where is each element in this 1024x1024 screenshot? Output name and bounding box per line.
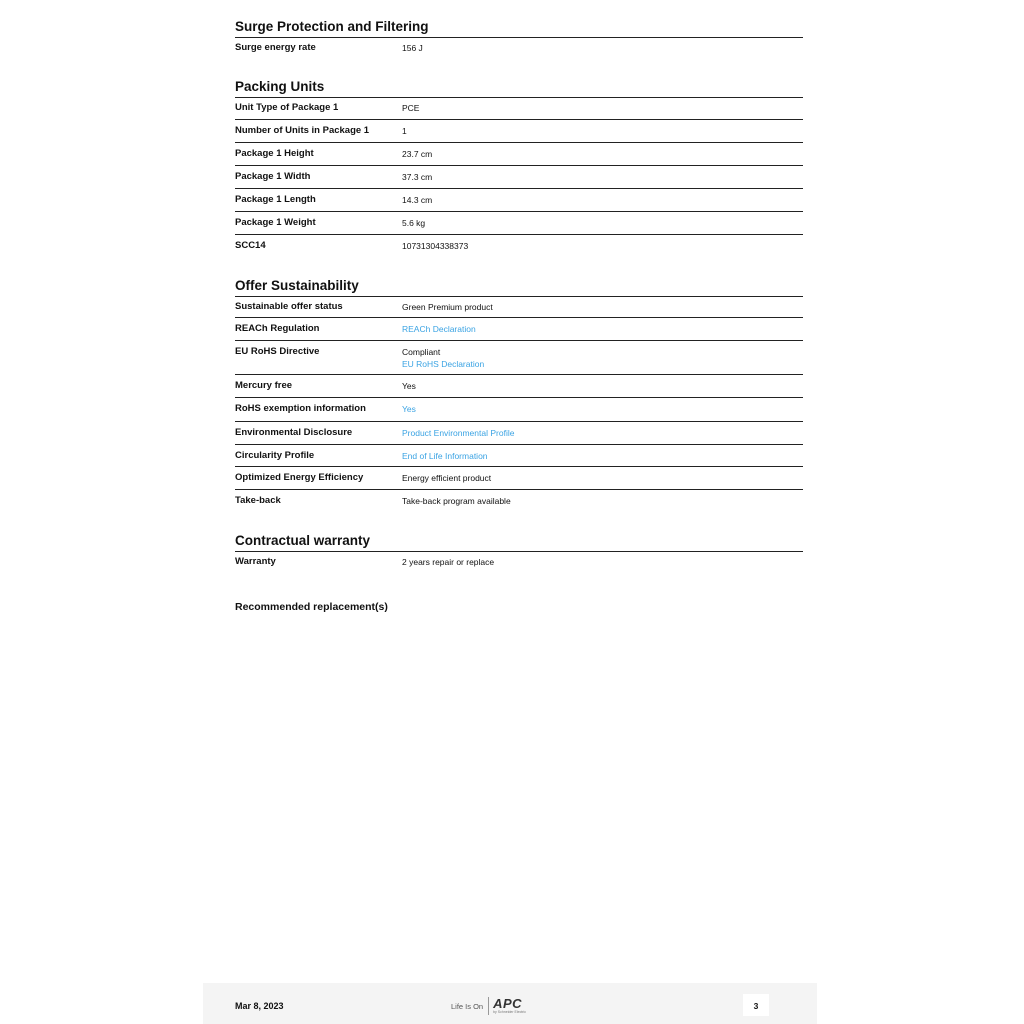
spec-row <box>235 319 803 341</box>
spec-value: Take-back program available <box>402 496 511 506</box>
spec-label: Package 1 Height <box>235 148 314 159</box>
spec-row <box>235 213 803 235</box>
apc-logo-subtitle: by Schneider Electric <box>493 1010 526 1015</box>
spec-row <box>235 446 803 467</box>
section-title-surge: Surge Protection and Filtering <box>235 19 803 38</box>
end-of-life-link[interactable]: End of Life Information <box>402 451 488 461</box>
spec-row <box>235 236 803 256</box>
spec-label: Take-back <box>235 495 281 506</box>
spec-value: 14.3 cm <box>402 195 433 205</box>
spec-label: REACh Regulation <box>235 323 320 334</box>
spec-row <box>235 297 803 318</box>
spec-label: Package 1 Width <box>235 171 311 182</box>
spec-label: EU RoHS Directive <box>235 346 320 357</box>
spec-label: Unit Type of Package 1 <box>235 102 339 113</box>
reach-declaration-link[interactable]: REACh Declaration <box>402 324 476 334</box>
spec-label: Optimized Energy Efficiency <box>235 472 364 483</box>
spec-row <box>235 98 803 120</box>
spec-value: 156 J <box>402 43 423 53</box>
spec-value: Yes <box>402 381 416 391</box>
spec-row <box>235 144 803 166</box>
footer-date: Mar 8, 2023 <box>235 1001 284 1011</box>
spec-row <box>235 342 803 375</box>
spec-label: RoHS exemption information <box>235 403 366 414</box>
spec-label: Number of Units in Package 1 <box>235 125 370 136</box>
spec-value: 23.7 cm <box>402 149 433 159</box>
spec-label: SCC14 <box>235 240 266 251</box>
section-title-sustainability: Offer Sustainability <box>235 278 803 297</box>
spec-row <box>235 167 803 189</box>
spec-label: Package 1 Weight <box>235 217 316 228</box>
spec-value: 2 years repair or replace <box>402 557 495 567</box>
brand-logo <box>451 995 526 1017</box>
rohs-exemption-link[interactable]: Yes <box>402 404 416 414</box>
recommended-replacements-title: Recommended replacement(s) <box>235 601 388 613</box>
spec-row <box>235 491 803 511</box>
spec-row <box>235 423 803 445</box>
spec-value: Energy efficient product <box>402 473 492 483</box>
spec-value: Compliant <box>402 347 441 357</box>
spec-row <box>235 376 803 398</box>
spec-row <box>235 399 803 422</box>
spec-label: Warranty <box>235 556 276 567</box>
page-footer <box>203 983 817 1024</box>
apc-logo: APC <box>493 996 523 1012</box>
spec-label: Surge energy rate <box>235 42 316 53</box>
spec-label: Mercury free <box>235 380 293 391</box>
spec-row <box>235 38 803 58</box>
spec-label: Circularity Profile <box>235 450 315 461</box>
tagline: Life Is On <box>451 1001 484 1011</box>
eu-rohs-declaration-link[interactable]: EU RoHS Declaration <box>402 359 485 369</box>
spec-row <box>235 121 803 143</box>
page-number-box <box>743 994 769 1016</box>
section-title-warranty: Contractual warranty <box>235 533 803 552</box>
spec-row <box>235 190 803 212</box>
spec-row <box>235 468 803 490</box>
section-title-packing: Packing Units <box>235 79 803 98</box>
page-number: 3 <box>753 1001 759 1011</box>
spec-row <box>235 552 803 572</box>
spec-value: PCE <box>402 103 420 113</box>
spec-label: Environmental Disclosure <box>235 427 353 438</box>
logo-divider <box>488 997 489 1015</box>
environmental-profile-link[interactable]: Product Environmental Profile <box>402 428 515 438</box>
spec-label: Package 1 Length <box>235 194 316 205</box>
spec-value: 1 <box>402 126 407 136</box>
spec-value: Green Premium product <box>402 302 493 312</box>
spec-value: 37.3 cm <box>402 172 433 182</box>
spec-value: 5.6 kg <box>402 218 426 228</box>
spec-value: 10731304338373 <box>402 241 469 251</box>
spec-label: Sustainable offer status <box>235 301 343 312</box>
